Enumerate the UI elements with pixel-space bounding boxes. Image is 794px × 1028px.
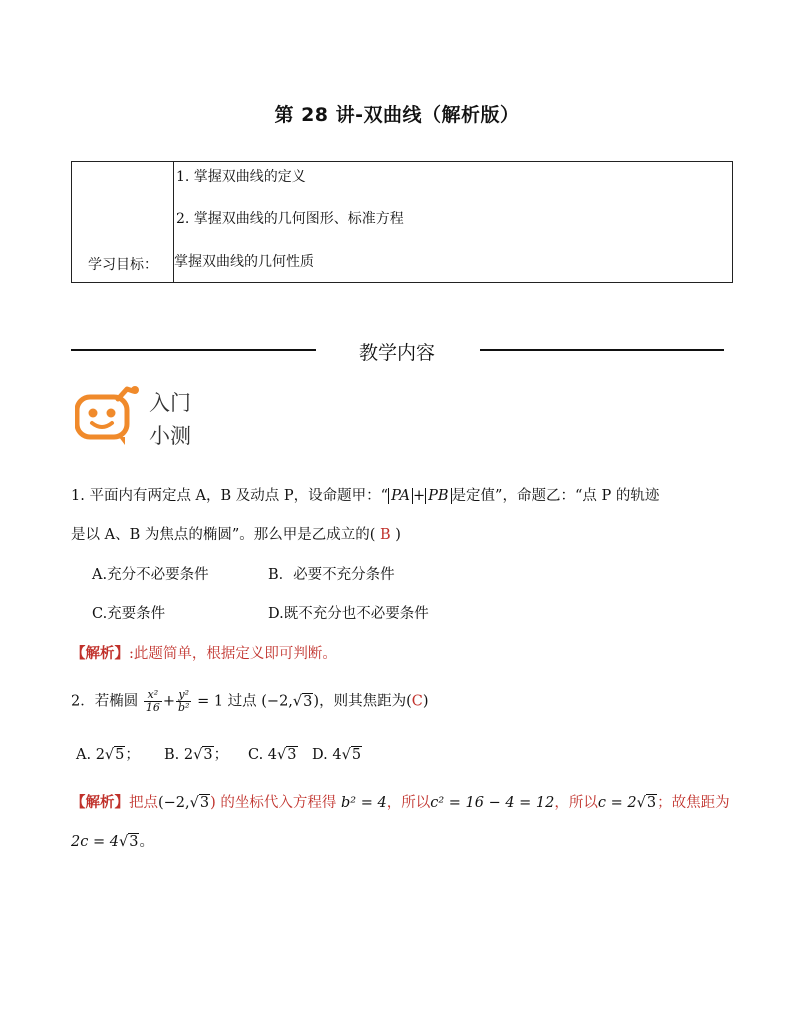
q2-answer: C (411, 693, 423, 710)
q1-option-a: A.充分不必要条件 (92, 567, 209, 583)
q1-text-b: 是定值”，命题乙：“点 P 的轨迹 (451, 488, 660, 504)
q2-opt-b-root: 3 (203, 747, 213, 763)
q2-eq3-root: 3 (646, 795, 657, 811)
badge-line-1: 入门 (149, 391, 191, 415)
q2-analysis-point: (−2, (158, 795, 190, 811)
goal-item-1: 1. 掌握双曲线的定义 (176, 169, 306, 185)
q2-line2-root: 3 (129, 834, 139, 850)
q2-analysis-label: 【解析】 (71, 794, 129, 811)
q1-number: 1. (71, 488, 85, 504)
q1-analysis-text: :此题简单，根据定义即可判断。 (129, 646, 337, 662)
goal-item-3: 掌握双曲线的几何性质 (174, 254, 314, 270)
q2-frac2-num: y² (176, 689, 191, 702)
q2-equals: = 1 过点 (197, 693, 257, 710)
q1-close: ) (395, 527, 401, 543)
q1-option-d: D.既不充分也不必要条件 (268, 606, 429, 622)
goals-label-cell (72, 162, 174, 282)
q2-plus: + (162, 693, 175, 710)
q2-opt-b-post: ； (213, 747, 229, 763)
q1-line2-text: 是以 A、B 为焦点的椭圆”。那么甲是乙成立的( (71, 527, 376, 543)
q2-close: ) (422, 693, 429, 710)
q1-analysis (71, 644, 337, 664)
learning-goals-table (71, 161, 733, 283)
q2-eq3: c = 2 (597, 795, 637, 811)
q2-frac2-den: b² (178, 701, 190, 714)
q2-option-c: C. 4√3 (248, 747, 297, 763)
q2-opt-c-pre: C. 4 (248, 747, 278, 763)
q2-opt-a-post: ； (125, 747, 140, 763)
q2-analysis-a: 把点 (129, 795, 158, 811)
q2-opt-d-root: 5 (351, 747, 362, 763)
q2-analysis-b: ) 的坐标代入方程得 (210, 795, 337, 811)
q1-option-c: C.充要条件 (92, 606, 166, 622)
q2-opt-a-pre: A. 2 (76, 747, 105, 763)
q2-point-b: ) (313, 693, 320, 710)
goal-item-2: 2. 掌握双曲线的几何图形、标准方程 (176, 211, 404, 227)
section-heading (0, 336, 794, 368)
q2-frac1-num: x² (144, 689, 162, 702)
page-title: 第 28 讲-双曲线（解析版） (274, 104, 520, 126)
q2-analysis-d: ，所以 (554, 795, 598, 811)
q1-analysis-label: 【解析】 (71, 645, 129, 662)
goals-label: 学习目标： (88, 257, 158, 273)
q1-plus: + (412, 488, 426, 504)
q2-fraction-y (176, 689, 191, 714)
q2-analysis-root: 3 (199, 795, 210, 811)
q2-eq1: b² = 4 (341, 795, 387, 811)
q2-option-d: D. 4√5 (312, 747, 362, 763)
q2-line-1: 2．若椭圆 $\frac{\text{x²}}{16}$ + $\frac{\text{y²}}{\text{b²}}$ = 1 过点 (−2,√3)，则其焦距为(C) (71, 688, 429, 714)
q2-opt-d-pre: D. 4 (312, 747, 342, 763)
q2-analysis-c: ，所以 (386, 795, 431, 811)
q2-opt-b-pre: B. 2 (164, 747, 194, 763)
q2-option-b: B. 2√3； (164, 747, 229, 763)
q1-text-a: 平面内有两定点 A，B 及动点 P，设命题甲：“ (89, 488, 389, 504)
q2-point-a: (−2, (261, 693, 293, 710)
q2-line2-eq: 2c = 4 (71, 834, 119, 850)
q1-abs-pa: PA (388, 488, 413, 504)
q1-line-2 (71, 525, 401, 545)
q2-analysis-line-2: 2c = 4√3。 (71, 834, 154, 850)
q2-eq2: c² = 16 − 4 = 12 (430, 795, 555, 811)
q2-line2-end: 。 (139, 834, 154, 850)
q1-line-1 (71, 486, 659, 506)
section-title: 教学内容 (358, 342, 435, 364)
q2-point-root: 3 (303, 693, 313, 710)
q2-opt-c-root: 3 (287, 747, 297, 763)
q1-answer: B (380, 527, 391, 543)
q2-frac1-den: 16 (145, 701, 160, 714)
q2-fraction-x (144, 689, 162, 714)
q2-analysis-e: ；故焦距为 (657, 795, 730, 811)
q2-number: 2．若椭圆 (71, 693, 139, 710)
q1-option-b: B．必要不充分条件 (268, 567, 395, 583)
q2-text-b: ，则其焦距为( (319, 693, 412, 710)
q1-abs-pb: PB (425, 488, 451, 504)
q2-option-a: A. 2√5； (76, 747, 140, 763)
robot-face-icon (75, 383, 141, 449)
q2-analysis-line-1: 【解析】把点(−2,√3) 的坐标代入方程得 b² = 4，所以c² = 16 − 4 = 12，所以c = 2√3；故焦距为 (71, 794, 730, 811)
badge-line-2: 小测 (149, 424, 191, 448)
q2-opt-a-root: 5 (115, 747, 125, 763)
